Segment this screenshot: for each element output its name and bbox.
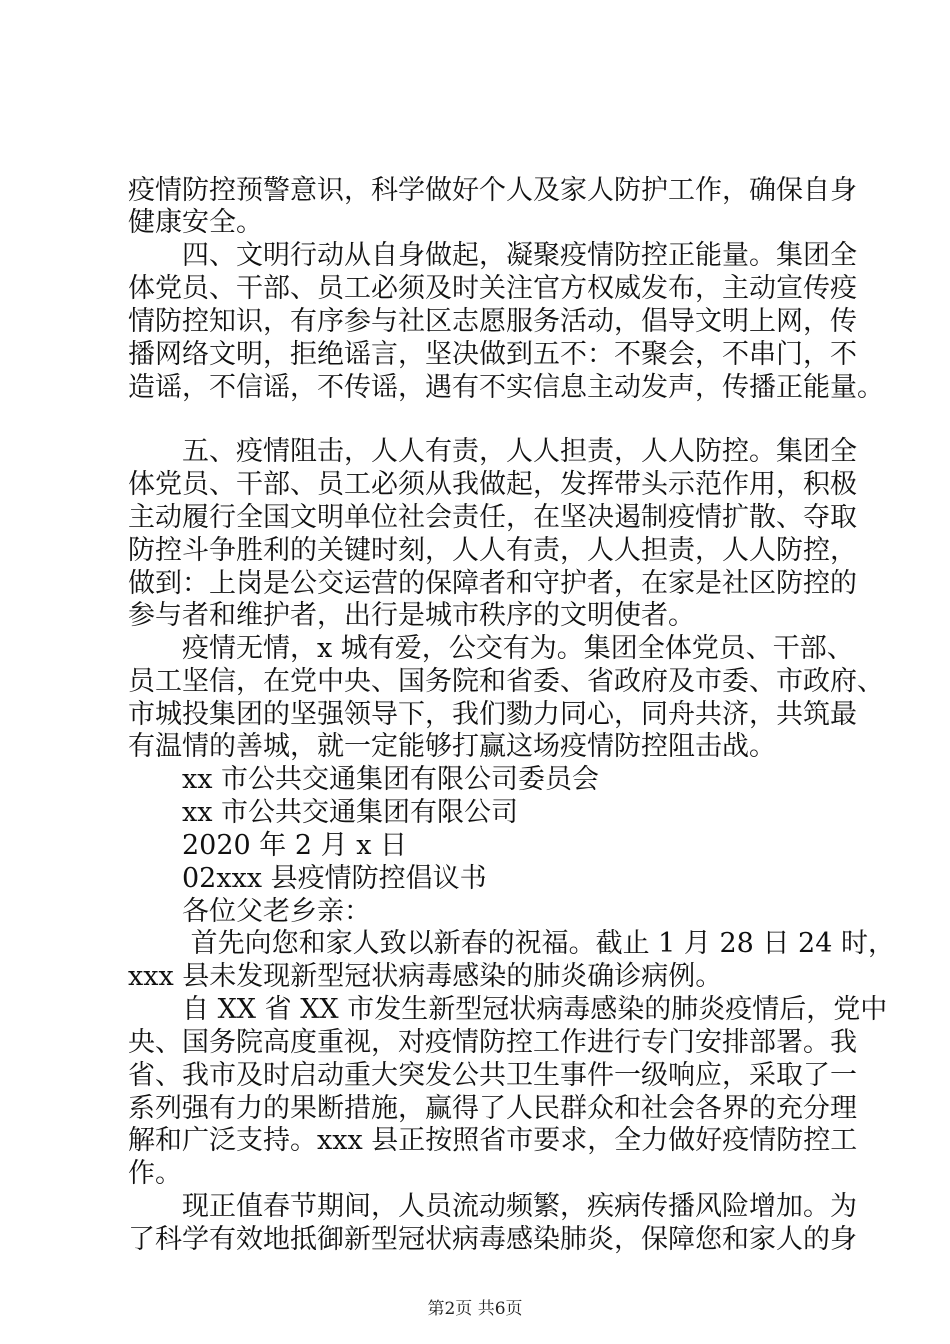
body-text-line: 自 XX 省 XX 市发生新型冠状病毒感染的肺炎疫情后，党中 <box>128 994 888 1025</box>
body-text-line: 作。 <box>128 1158 182 1189</box>
body-text-line: 四、文明行动从自身做起，凝聚疫情防控正能量。集团全 <box>128 240 857 271</box>
body-text-line: 播网络文明，拒绝谣言，坚决做到五不：不聚会，不串门，不 <box>128 339 857 370</box>
body-text-line: 防控斗争胜利的关键时刻，人人有责，人人担责，人人防控， <box>128 535 857 566</box>
signature-organization: xx 市公共交通集团有限公司 <box>128 797 519 828</box>
body-text-line: 主动履行全国文明单位社会责任，在坚决遏制疫情扩散、夺取 <box>128 502 857 533</box>
signature-date: 2020 年 2 月 x 日 <box>128 830 408 861</box>
body-text-line: 疫情无情，x 城有爱，公交有为。集团全体党员、干部、 <box>128 633 854 664</box>
body-text-line: 疫情防控预警意识，科学做好个人及家人防护工作，确保自身 <box>128 175 857 206</box>
body-text-line: 员工坚信，在党中央、国务院和省委、省政府及市委、市政府、 <box>128 666 884 697</box>
signature-organization: xx 市公共交通集团有限公司委员会 <box>128 764 600 795</box>
body-text-line: xxx 县未发现新型冠状病毒感染的肺炎确诊病例。 <box>128 961 723 992</box>
body-text-line: 首先向您和家人致以新春的祝福。截止 1 月 28 日 24 时， <box>128 928 895 959</box>
body-text-line: 系列强有力的果断措施，赢得了人民群众和社会各界的充分理 <box>128 1093 857 1124</box>
body-text-line: 解和广泛支持。xxx 县正按照省市要求，全力做好疫情防控工 <box>128 1125 858 1156</box>
body-text-line: 现正值春节期间，人员流动频繁，疾病传播风险增加。为 <box>128 1191 857 1222</box>
body-text-line: 情防控知识，有序参与社区志愿服务活动，倡导文明上网，传 <box>128 306 857 337</box>
body-text-line: 五、疫情阻击，人人有责，人人担责，人人防控。集团全 <box>128 436 857 467</box>
body-text-line: 体党员、干部、员工必须及时关注官方权威发布，主动宣传疫 <box>128 273 857 304</box>
body-text-line: 体党员、干部、员工必须从我做起，发挥带头示范作用，积极 <box>128 469 857 500</box>
body-text-line: 有温情的善城，就一定能够打赢这场疫情防控阻击战。 <box>128 731 776 762</box>
section-title: 02xxx 县疫情防控倡议书 <box>128 863 487 894</box>
salutation: 各位父老乡亲： <box>128 896 371 927</box>
body-text-line: 健康安全。 <box>128 207 263 238</box>
body-text-line: 造谣，不信谣，不传谣，遇有不实信息主动发声，传播正能量。 <box>128 372 884 403</box>
page-number-footer: 第2页 共6页 <box>427 1299 523 1319</box>
body-text-line: 做到：上岗是公交运营的保障者和守护者，在家是社区防控的 <box>128 568 857 599</box>
body-text-line: 市城投集团的坚强领导下，我们勠力同心，同舟共济，共筑最 <box>128 699 857 730</box>
body-text-line: 参与者和维护者，出行是城市秩序的文明使者。 <box>128 600 695 631</box>
body-text-line: 了科学有效地抵御新型冠状病毒感染肺炎，保障您和家人的身 <box>128 1224 857 1255</box>
body-text-line: 央、国务院高度重视，对疫情防控工作进行专门安排部署。我 <box>128 1027 857 1058</box>
body-text-line: 省、我市及时启动重大突发公共卫生事件一级响应，采取了一 <box>128 1060 857 1091</box>
